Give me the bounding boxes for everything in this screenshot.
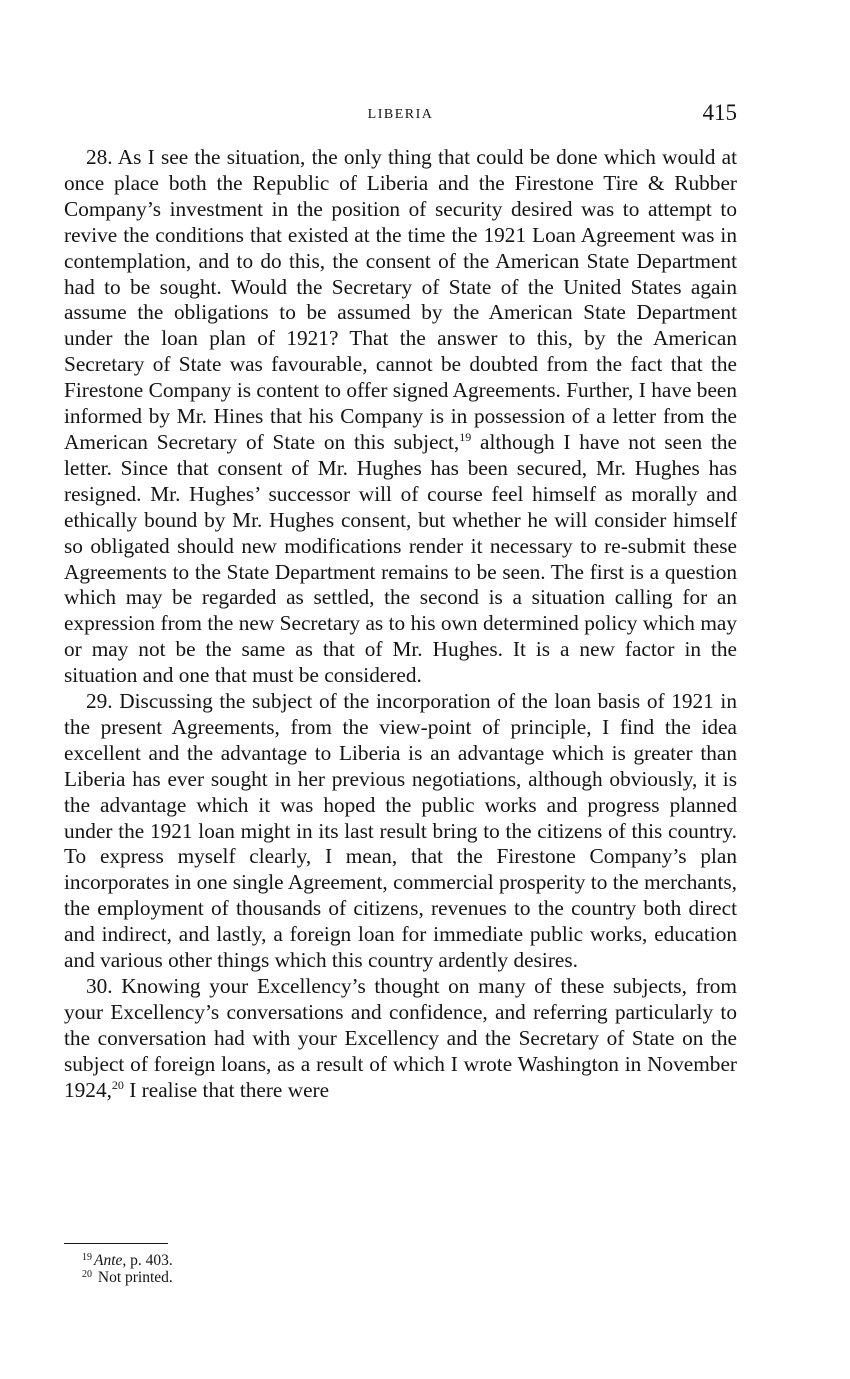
body-text: [64, 145, 737, 1104]
paragraph-text: 29. Discussing the subject of the incorporation of the loan basis of 1921 in the present Agreements, from the view-point of principle, I find the idea excellent and the advantage to Liberia is an advantage which is greater than Liberia has ever sought in her previous negotiations, although obviously, it is the advantage which it was hoped the public works and progress planned under the 1921 loan might in its last result bring to the citizens of this country. To express myself clearly, I mean, that the Firestone Company’s plan incorporates in one single Agreement, commercial prosperity to the merchants, the employment of thousands of citizens, revenues to the country both direct and indirect, and lastly, a foreign loan for immediate public works, education and various other things which this country ardently desires.: [64, 689, 737, 973]
footnote-divider: [64, 1243, 168, 1244]
footnote-19: [82, 1252, 173, 1269]
footnote-marker: 20: [82, 1269, 92, 1280]
footnote-reference: 20: [111, 1077, 124, 1092]
footnote-citation: Ante,: [94, 1252, 127, 1269]
paragraph-text: although I have not seen the letter. Since that consent of Mr. Hughes has been secured, Mr. Hughes has resigned. Mr. Hughes’ successor will of course feel himself as morally and ethically bound by Mr. Hughes consent, but whether he will consider himself so obligated should new modifications render it necessary to re-submit these Agreements to the State Department remains to be seen. The first is a question which may be regarded as settled, the second is a situation calling for an expression from the new Secretary as to his own determined policy which may or may not be the same as that of Mr. Hughes. It is a new factor in the situation and one that must be considered.: [64, 429, 737, 688]
paragraph-text: I realise that there were: [123, 1077, 330, 1102]
footnote-text: Not printed.: [94, 1269, 173, 1286]
footnote-20: [82, 1269, 173, 1286]
paragraph-30: [64, 974, 737, 1104]
footnote-text: p. 403.: [126, 1252, 173, 1269]
footnote-marker: 19: [82, 1252, 92, 1263]
paragraph-29: [64, 689, 737, 974]
paragraph-text: 30. Knowing your Excellency’s thought on many of these subjects, from your Excellency’s conversations and confidence, and referring particularly to the conversation had with your Excellency and the Secretary of State on the subject of foreign loans, as a result of which I wrote Washington in November 1924,: [64, 974, 737, 1102]
footnotes: [82, 1252, 173, 1286]
running-header: [64, 100, 737, 130]
paragraph-text: 28. As I see the situation, the only thing that could be done which would at once place both the Republic of Liberia and the Firestone Tire & Rubber Company’s investment in the position of security desired was to attempt to revive the conditions that existed at the time the 1921 Loan Agreement was in contemplation, and to do this, the consent of the American State Department had to be sought. Would the Secretary of State of the United States again assume the obligations to be assumed by the American State Department under the loan plan of 1921? That the answer to this, by the American Secretary of State was favourable, cannot be doubted from the fact that the Firestone Company is content to offer signed Agreements. Further, I have been informed by Mr. Hines that his Company is in possession of a letter from the American Secretary of State on this subject,: [64, 145, 737, 454]
footnote-reference: 19: [459, 429, 472, 444]
paragraph-28: [64, 145, 737, 689]
page-number: 415: [702, 100, 737, 125]
running-title: LIBERIA: [367, 107, 434, 122]
